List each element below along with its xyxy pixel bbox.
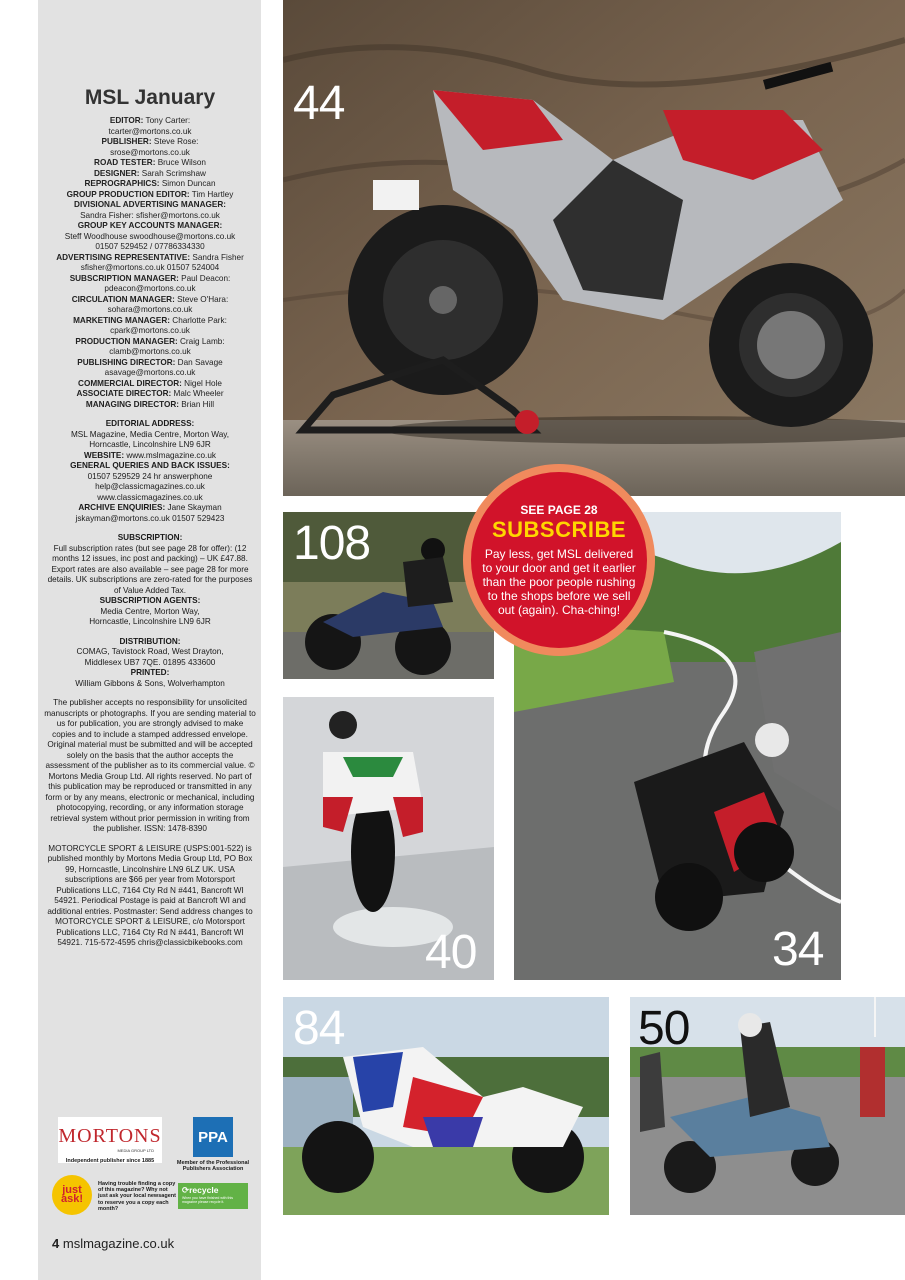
- staff-detail: Dan Savage: [177, 357, 223, 367]
- queries-heading: GENERAL QUERIES AND BACK ISSUES:: [70, 461, 230, 470]
- staff-role: DIVISIONAL ADVERTISING MANAGER:: [74, 200, 226, 209]
- staff-detail: Steve Rose:: [153, 137, 199, 146]
- ppa-tagline: Member of the Professional Publishers Association: [176, 1160, 250, 1172]
- photo-108: [283, 512, 494, 679]
- staff-detail: Simon Duncan: [161, 179, 216, 188]
- recycle-logo: [178, 1183, 248, 1209]
- archive-name: Jane Skayman: [167, 503, 222, 512]
- staff-line: [44, 379, 256, 390]
- subscribe-badge-inner: [471, 472, 647, 648]
- staff-line: [44, 190, 256, 201]
- staff-line: [44, 263, 256, 274]
- staff-line: [44, 148, 256, 159]
- staff-detail: sfisher@mortons.co.uk 01507 524004: [80, 263, 220, 272]
- staff-line: [44, 337, 256, 348]
- subscription-text: Full subscription rates (but see page 28 for offer): (12 months 12 issues, inc post and packing) – UK £47.88. Export rates are also available – see page 28 for more details. UK subscriptions are zero-rated for the purposes of Value Added Tax.: [47, 543, 253, 595]
- staff-line: [44, 179, 256, 190]
- staff-line: [44, 253, 256, 264]
- editorial-line: MSL Magazine, Media Centre, Morton Way,: [70, 429, 230, 439]
- mortons-subtitle: MEDIA GROUP LTD: [117, 1148, 154, 1153]
- staff-line: [44, 358, 256, 369]
- page-ref-34: 34: [772, 923, 824, 976]
- ppa-logo: PPA: [193, 1117, 233, 1157]
- staff-line: [44, 284, 256, 295]
- page-ref-108: 108: [293, 517, 371, 570]
- disclaimer-text: The publisher accepts no responsibility for unsolicited manuscripts or photographs. If you are sending material to us for publication, you are strongly advised to make copies and to include a stamped addressed envelope. Original material must be submitted and will be accepted solely on the basis that the author accepts the assessment of the publisher as to its commercial value. © Mortons Media Group Ltd. All rights reserved. No part of this publication may be reproduced or transmitted in any form or by any means, electronic or mechanical, including photocopying, recording, or any information storage retrieval system without prior permission in writing from the publisher. ISSN: 1478-8390: [44, 698, 256, 833]
- staff-detail: Steff Woodhouse swoodhouse@mortons.co.uk: [64, 231, 236, 241]
- photo-84: [283, 997, 609, 1215]
- staff-line: [44, 221, 256, 232]
- staff-role: ROAD TESTER:: [94, 158, 156, 167]
- staff-role: ASSOCIATE DIRECTOR:: [76, 389, 172, 398]
- staff-detail: Brian Hill: [181, 399, 215, 409]
- subscribe-text: Pay less, get MSL delivered to your door and get it earlier than the poor people rushing to the shops before we sell out (again). Cha-ching!: [482, 547, 636, 617]
- staff-line: [44, 137, 256, 148]
- distribution-heading: DISTRIBUTION:: [119, 636, 181, 646]
- staff-detail: Steve O'Hara:: [177, 294, 229, 304]
- queries-line: 01507 529529 24 hr answerphone: [87, 471, 213, 481]
- queries-line: www.classicmagazines.co.uk: [97, 492, 203, 502]
- recycle-subtext: When you have finished with this magazine please recycle it.: [182, 1196, 233, 1204]
- staff-line: [44, 127, 256, 138]
- distribution-line: COMAG, Tavistock Road, West Drayton,: [76, 647, 224, 656]
- editorial-heading: EDITORIAL ADDRESS:: [105, 419, 195, 428]
- staff-detail: cpark@mortons.co.uk: [110, 326, 190, 335]
- page-ref-50: 50: [638, 1002, 690, 1055]
- website-line: [44, 451, 256, 462]
- queries-line: help@classicmagazines.co.uk: [95, 482, 205, 491]
- staff-detail: Sarah Scrimshaw: [141, 168, 206, 178]
- website-link[interactable]: www.mslmagazine.co.uk: [126, 450, 216, 460]
- subscribe-badge[interactable]: [463, 464, 655, 656]
- staff-detail: Nigel Hole: [184, 378, 222, 388]
- page-ref-84: 84: [293, 1002, 345, 1055]
- staff-detail: Sandra Fisher: [192, 252, 244, 262]
- page-number: 4: [52, 1236, 60, 1251]
- staff-line: [44, 326, 256, 337]
- staff-role: GROUP KEY ACCOUNTS MANAGER:: [77, 221, 223, 230]
- staff-line: [44, 211, 256, 222]
- archive-label: ARCHIVE ENQUIRIES:: [78, 503, 166, 512]
- photo-main-bike: [283, 0, 905, 496]
- staff-role: MANAGING DIRECTOR:: [85, 399, 180, 409]
- subscribe-headline: SUBSCRIBE: [491, 517, 627, 542]
- mortons-logo: [58, 1117, 162, 1163]
- staff-detail: asavage@mortons.co.uk: [104, 368, 196, 377]
- footer-site[interactable]: mslmagazine.co.uk: [62, 1236, 175, 1251]
- masthead: [44, 86, 256, 949]
- subscription-heading: SUBSCRIPTION:: [117, 533, 183, 542]
- staff-detail: Paul Deacon:: [181, 273, 231, 283]
- staff-role: GROUP PRODUCTION EDITOR:: [66, 189, 190, 199]
- page-footer: [52, 1236, 174, 1251]
- publisher-logos: [50, 1113, 255, 1218]
- staff-role: PUBLISHER:: [101, 137, 152, 146]
- staff-detail: Tim Hartley: [191, 189, 234, 199]
- recycle-icon: ⟳: [182, 1185, 190, 1195]
- staff-detail: sohara@mortons.co.uk: [107, 305, 193, 314]
- staff-role: COMMERCIAL DIRECTOR:: [78, 378, 182, 388]
- staff-role: REPROGRAPHICS:: [84, 179, 160, 188]
- agents-line: Horncastle, Lincolnshire LN9 6JR: [89, 617, 211, 626]
- staff-line: [44, 158, 256, 169]
- staff-detail: Malc Wheeler: [173, 389, 224, 398]
- staff-detail: Sandra Fisher: sfisher@mortons.co.uk: [80, 210, 220, 220]
- staff-line: [44, 169, 256, 180]
- printed-heading: PRINTED:: [130, 668, 170, 677]
- usps-text: MOTORCYCLE SPORT & LEISURE (USPS:001-522) is published monthly by Mortons Media Group Ltd, PO Box 99, Horncastle, Lincolnshire LN9 6LZ UK. USA subscriptions are $66 per year from Motorsport Publications LLC, 7164 Cty Rd N #441, Bancroft WI 54921. Periodical Postage is paid at Bancroft WI and additional entries. Postmaster: Send address changes to MOTORCYCLE SPORT & LEISURE, c/o Motorsport Publications LLC, 7164 Cty Rd N #441, Bancroft WI 54921. 715-572-4595 chris@classicbikebooks.com: [47, 843, 253, 947]
- distribution-line: Middlesex UB7 7QE. 01895 433600: [84, 657, 216, 667]
- staff-line: [44, 200, 256, 211]
- staff-detail: pdeacon@mortons.co.uk: [104, 284, 196, 293]
- staff-line: [44, 116, 256, 127]
- staff-role: PUBLISHING DIRECTOR:: [77, 357, 176, 367]
- photo-50: [630, 997, 905, 1215]
- agents-line: Media Centre, Morton Way,: [100, 606, 200, 616]
- main-bike-image: [283, 0, 905, 496]
- agents-heading: SUBSCRIPTION AGENTS:: [99, 596, 201, 605]
- staff-role: ADVERTISING REPRESENTATIVE:: [56, 252, 191, 262]
- staff-list: [44, 116, 256, 410]
- printed-line: William Gibbons & Sons, Wolverhampton: [75, 678, 225, 688]
- staff-line: [44, 305, 256, 316]
- staff-role: DESIGNER:: [94, 168, 140, 178]
- staff-role: PRODUCTION MANAGER:: [75, 336, 178, 346]
- subscribe-see-page: SEE PAGE 28: [520, 503, 598, 517]
- staff-role: MARKETING MANAGER:: [73, 315, 170, 325]
- editorial-line: Horncastle, Lincolnshire LN9 6JR: [89, 440, 211, 449]
- mortons-tagline: Independent publisher since 1885: [65, 1158, 155, 1164]
- archive-line: [44, 503, 256, 514]
- staff-line: [44, 389, 256, 400]
- page-ref-40: 40: [425, 926, 477, 979]
- staff-detail: Charlotte Park:: [172, 315, 227, 325]
- staff-role: SUBSCRIPTION MANAGER:: [69, 273, 179, 283]
- staff-detail: Tony Carter:: [145, 116, 191, 125]
- staff-detail: tcarter@mortons.co.uk: [108, 126, 192, 136]
- staff-detail: Bruce Wilson: [157, 158, 206, 167]
- page-ref-44: 44: [293, 77, 345, 130]
- staff-detail: 01507 529452 / 07786334330: [95, 242, 205, 251]
- staff-line: [44, 232, 256, 243]
- masthead-title: MSL January: [84, 86, 216, 109]
- staff-role: CIRCULATION MANAGER:: [71, 294, 175, 304]
- staff-line: [44, 400, 256, 411]
- staff-detail: Craig Lamb:: [180, 336, 225, 346]
- mortons-wordmark: MORTONS: [58, 1125, 162, 1147]
- staff-line: [44, 347, 256, 358]
- staff-detail: srose@mortons.co.uk: [110, 147, 190, 157]
- just-ask-logo: just ask!: [52, 1175, 92, 1215]
- recycle-label: recycle: [189, 1185, 219, 1195]
- staff-detail: clamb@mortons.co.uk: [109, 347, 191, 356]
- photo-40: [283, 697, 494, 980]
- staff-line: [44, 368, 256, 379]
- staff-line: [44, 316, 256, 327]
- staff-line: [44, 242, 256, 253]
- staff-line: [44, 295, 256, 306]
- newsagent-text: Having trouble finding a copy of this magazine? Why not just ask your local newsagent to reserve you a copy each month?: [98, 1181, 176, 1212]
- archive-contact: jskayman@mortons.co.uk 01507 529423: [75, 513, 225, 523]
- staff-role: EDITOR:: [109, 116, 144, 125]
- staff-line: [44, 274, 256, 285]
- website-label: WEBSITE:: [84, 450, 125, 460]
